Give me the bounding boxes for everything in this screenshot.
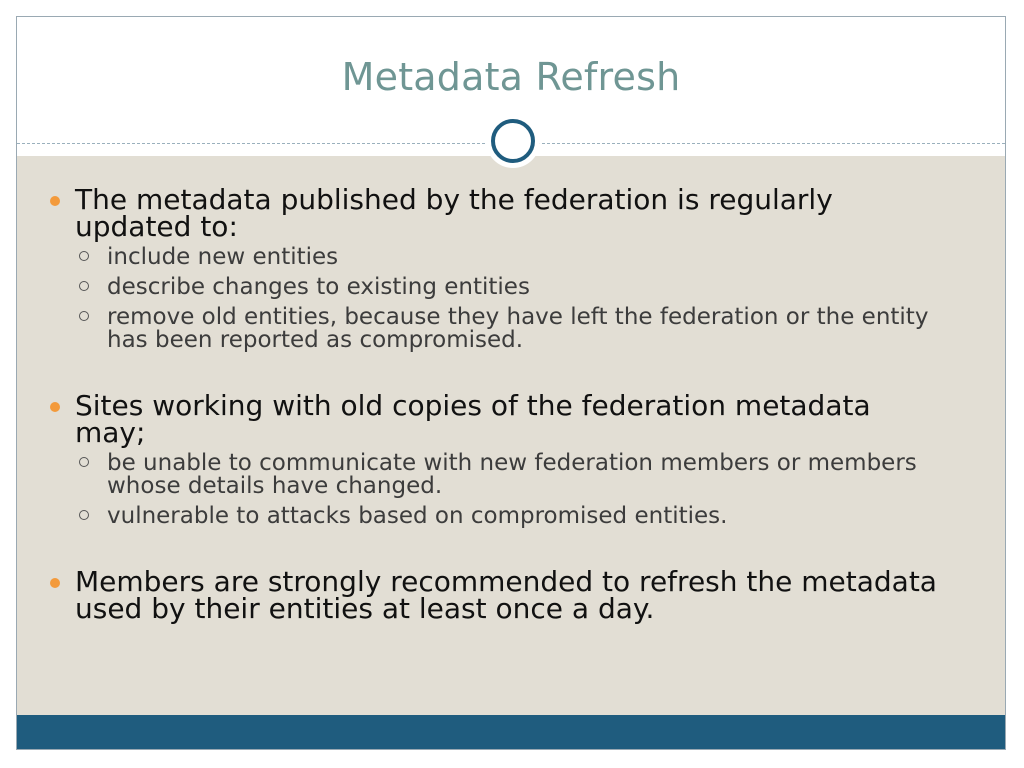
bullet-marker-icon [50,196,60,206]
bullet-3 [17,565,1005,625]
sub-bullet-1-3 [17,306,1005,352]
bullet-1 [17,183,1005,243]
slide [16,16,1006,750]
sub-bullet-text: vulnerable to attacks based on compromised entities. [107,503,728,529]
sub-bullet-1-1 [17,246,1005,269]
hollow-circle-icon [79,251,89,261]
bullet-2 [17,389,1005,449]
bullet-3-text: Members are strongly recommended to refresh the metadata used by their entities at least once a day. [75,565,937,625]
hollow-circle-icon [79,311,89,321]
bullet-list [17,156,1005,625]
sub-bullet-1-2 [17,276,1005,299]
circle-ring-icon [491,119,535,163]
slide-title: Metadata Refresh [341,55,681,99]
bullet-marker-icon [50,578,60,588]
sub-bullet-text: include new entities [107,244,339,270]
hollow-circle-icon [79,281,89,291]
bullet-1-text: The metadata published by the federation is regularly updated to: [75,183,833,243]
hollow-circle-icon [79,510,89,520]
title-emblem [486,114,540,168]
sub-bullet-2-1 [17,452,1005,498]
bullet-marker-icon [50,402,60,412]
content-area [17,156,1005,717]
sub-bullet-text: describe changes to existing entities [107,274,530,300]
sub-bullet-text: be unable to communicate with new federation members or members whose details have changed. [107,450,917,499]
sub-bullet-2-2 [17,505,1005,528]
bullet-2-text: Sites working with old copies of the federation metadata may; [75,389,871,449]
hollow-circle-icon [79,457,89,467]
sub-bullet-text: remove old entities, because they have left the federation or the entity has been reported as compromised. [107,304,929,353]
footer-bar [17,715,1005,749]
